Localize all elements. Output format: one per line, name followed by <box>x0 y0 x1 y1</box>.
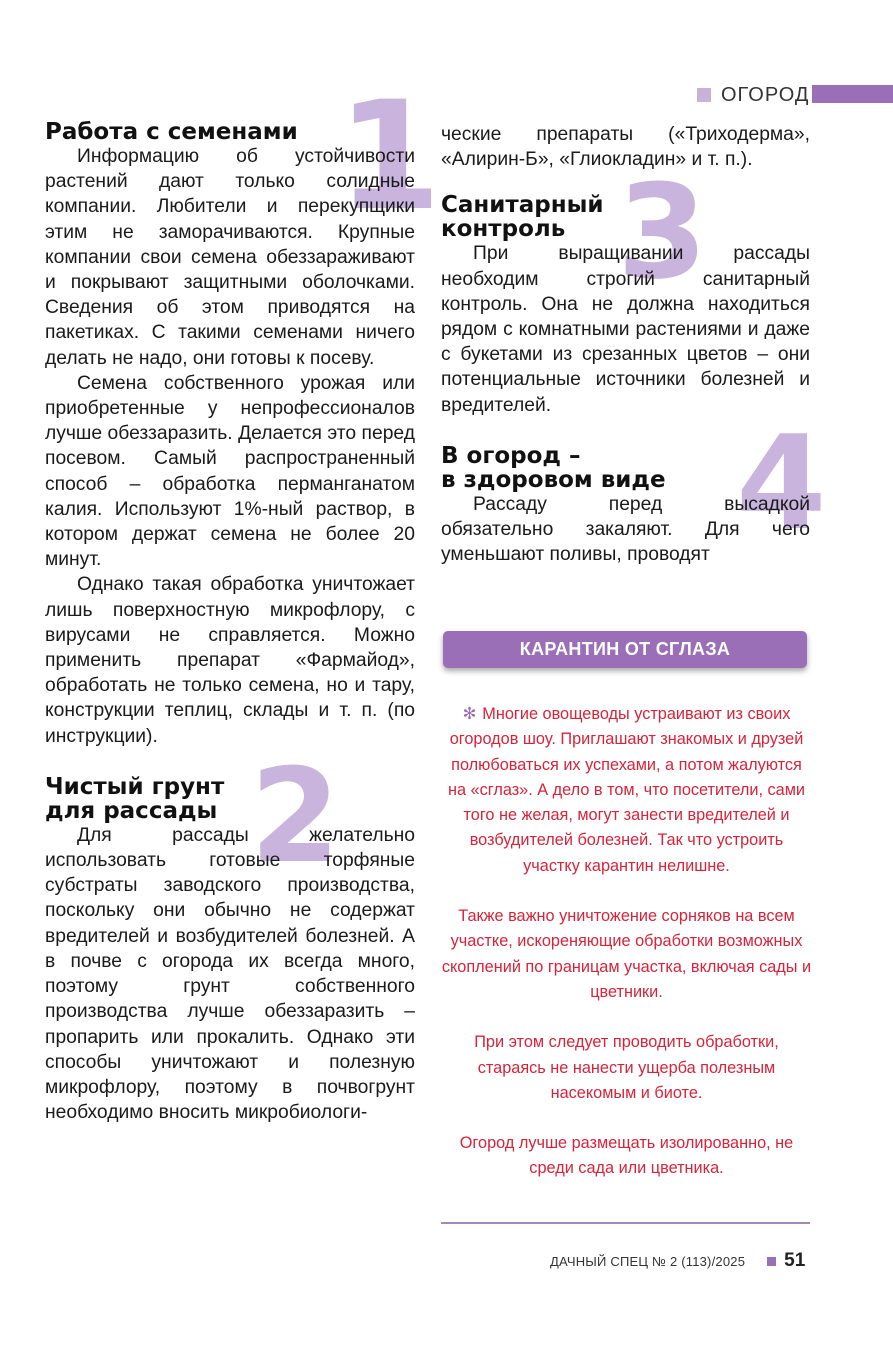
section-number-2: 2 <box>250 739 341 892</box>
page-number: 51 <box>784 1250 806 1271</box>
section-3 <box>441 156 810 417</box>
left-column <box>45 70 442 1125</box>
section-1-title: Работа с семенами <box>45 119 298 145</box>
footer-square-icon <box>767 1257 776 1266</box>
page-footer <box>550 1250 805 1272</box>
section-label: ОГОРОД <box>721 83 810 106</box>
section-number-1: 1 <box>337 70 442 244</box>
section-tag <box>697 84 809 106</box>
box-paragraph-4: Огород лучше размещать изолированно, не среди сада или цветника. <box>459 1134 794 1178</box>
asterisk-icon: ✻ <box>462 705 477 723</box>
magazine-issue: ДАЧНЫЙ СПЕЦ № 2 (113)/2025 <box>550 1253 746 1269</box>
section-number-3: 3 <box>617 156 708 309</box>
section-4-title-line-1: В огород – <box>441 442 581 469</box>
section-square-icon <box>697 88 711 102</box>
section-2-title-line-1: Чистый грунт <box>45 773 225 800</box>
section-1-paragraph-3: Однако такая обработка уничтожает лишь поверхностную микрофлору, с вирусами не справляется. Можно применить препарат «Фармайод», обработать не только семена, но и тару, конструкции теплиц, склады и т. п. (по инструкции). <box>45 574 415 747</box>
box-title: КАРАНТИН ОТ СГЛАЗА <box>519 639 731 659</box>
section-3-paragraph-1: При выращивании рассады необходим строгий санитарный контроль. Она не должна находиться рядом с комнатными растениями и даже с букетами из срезанных цветов – они потенциальные источники болезней и вредителей. <box>441 243 810 416</box>
box-paragraph-1 <box>441 702 812 879</box>
box-paragraph-1-text: Многие овощеводы устраивают из своих огородов шоу. Приглашают знакомых и друзей полюбоваться их успехами, а потом жалуются на «сглаз». А дело в том, что посетители, сами того не желая, могут занести вредителей и возбудителей болезней. Так что устроить участку карантин нелишне. <box>447 705 805 875</box>
section-4-paragraph-1: Рассаду перед высадкой обязательно закаляют. Для чего уменьшают поливы, проводят <box>441 493 810 566</box>
section-3-title-line-2: контроль <box>441 216 566 243</box>
section-1-paragraph-2: Семена собственного урожая или приобретенные у непрофессионалов лучше обеззаразить. Делается это перед посевом. Самый распространенный способ – обработка перманганатом калия. Используют 1%-ный раствор, в котором держат семена не более 20 минут. <box>45 372 415 571</box>
section-2-paragraph-1: Для рассады желательно использовать готовые торфяные субстраты заводского производства, поскольку они обычно не содержат вредителей и возбудителей болезней. А в почве с огорода их всегда много, поэтому грунт собственного производства лучше обеззаразить – пропарить или прокалить. Однако эти способы уничтожают и полезную микрофлору, поэтому в почвогрунт необходимо вносить микробиологи- <box>45 824 415 1124</box>
box-bottom-rule <box>441 1222 810 1224</box>
box-body <box>441 702 812 1207</box>
box-title-banner <box>443 631 807 668</box>
section-4-title-line-2: в здоровом виде <box>441 466 666 493</box>
section-2-title-line-2: для рассады <box>45 797 218 824</box>
section-3-title-line-1: Санитарный <box>441 192 604 219</box>
box-paragraph-3: При этом следует проводить обработки, стараясь не нанести ущерба полезным насекомым и биоте. <box>474 1033 779 1102</box>
section-1-paragraph-1: Информацию об устойчивости растений дают только солидные компании. Любители и перекупщики этим не заморачиваются. Крупные компании свои семена обеззараживают и покрывают защитными оболочками. Сведения об этом приводятся на пакетиках. С такими семенами ничего делать не надо, они готовы к посеву. <box>45 146 415 369</box>
section-2 <box>45 739 415 1125</box>
right-column <box>441 122 827 567</box>
section-4 <box>441 406 827 568</box>
section-number-4: 4 <box>736 406 827 559</box>
section-bar <box>812 85 893 103</box>
box-paragraph-2: Также важно уничтожение сорняков на всем участке, искореняющие обработки возможных скоплений по границам участка, включая сады и цветники. <box>441 907 812 1001</box>
section-2-continuation: ческие препараты («Триходерма», «Алирин-Б», «Глиокладин» и т. п.). <box>441 124 810 171</box>
section-1 <box>45 70 442 749</box>
